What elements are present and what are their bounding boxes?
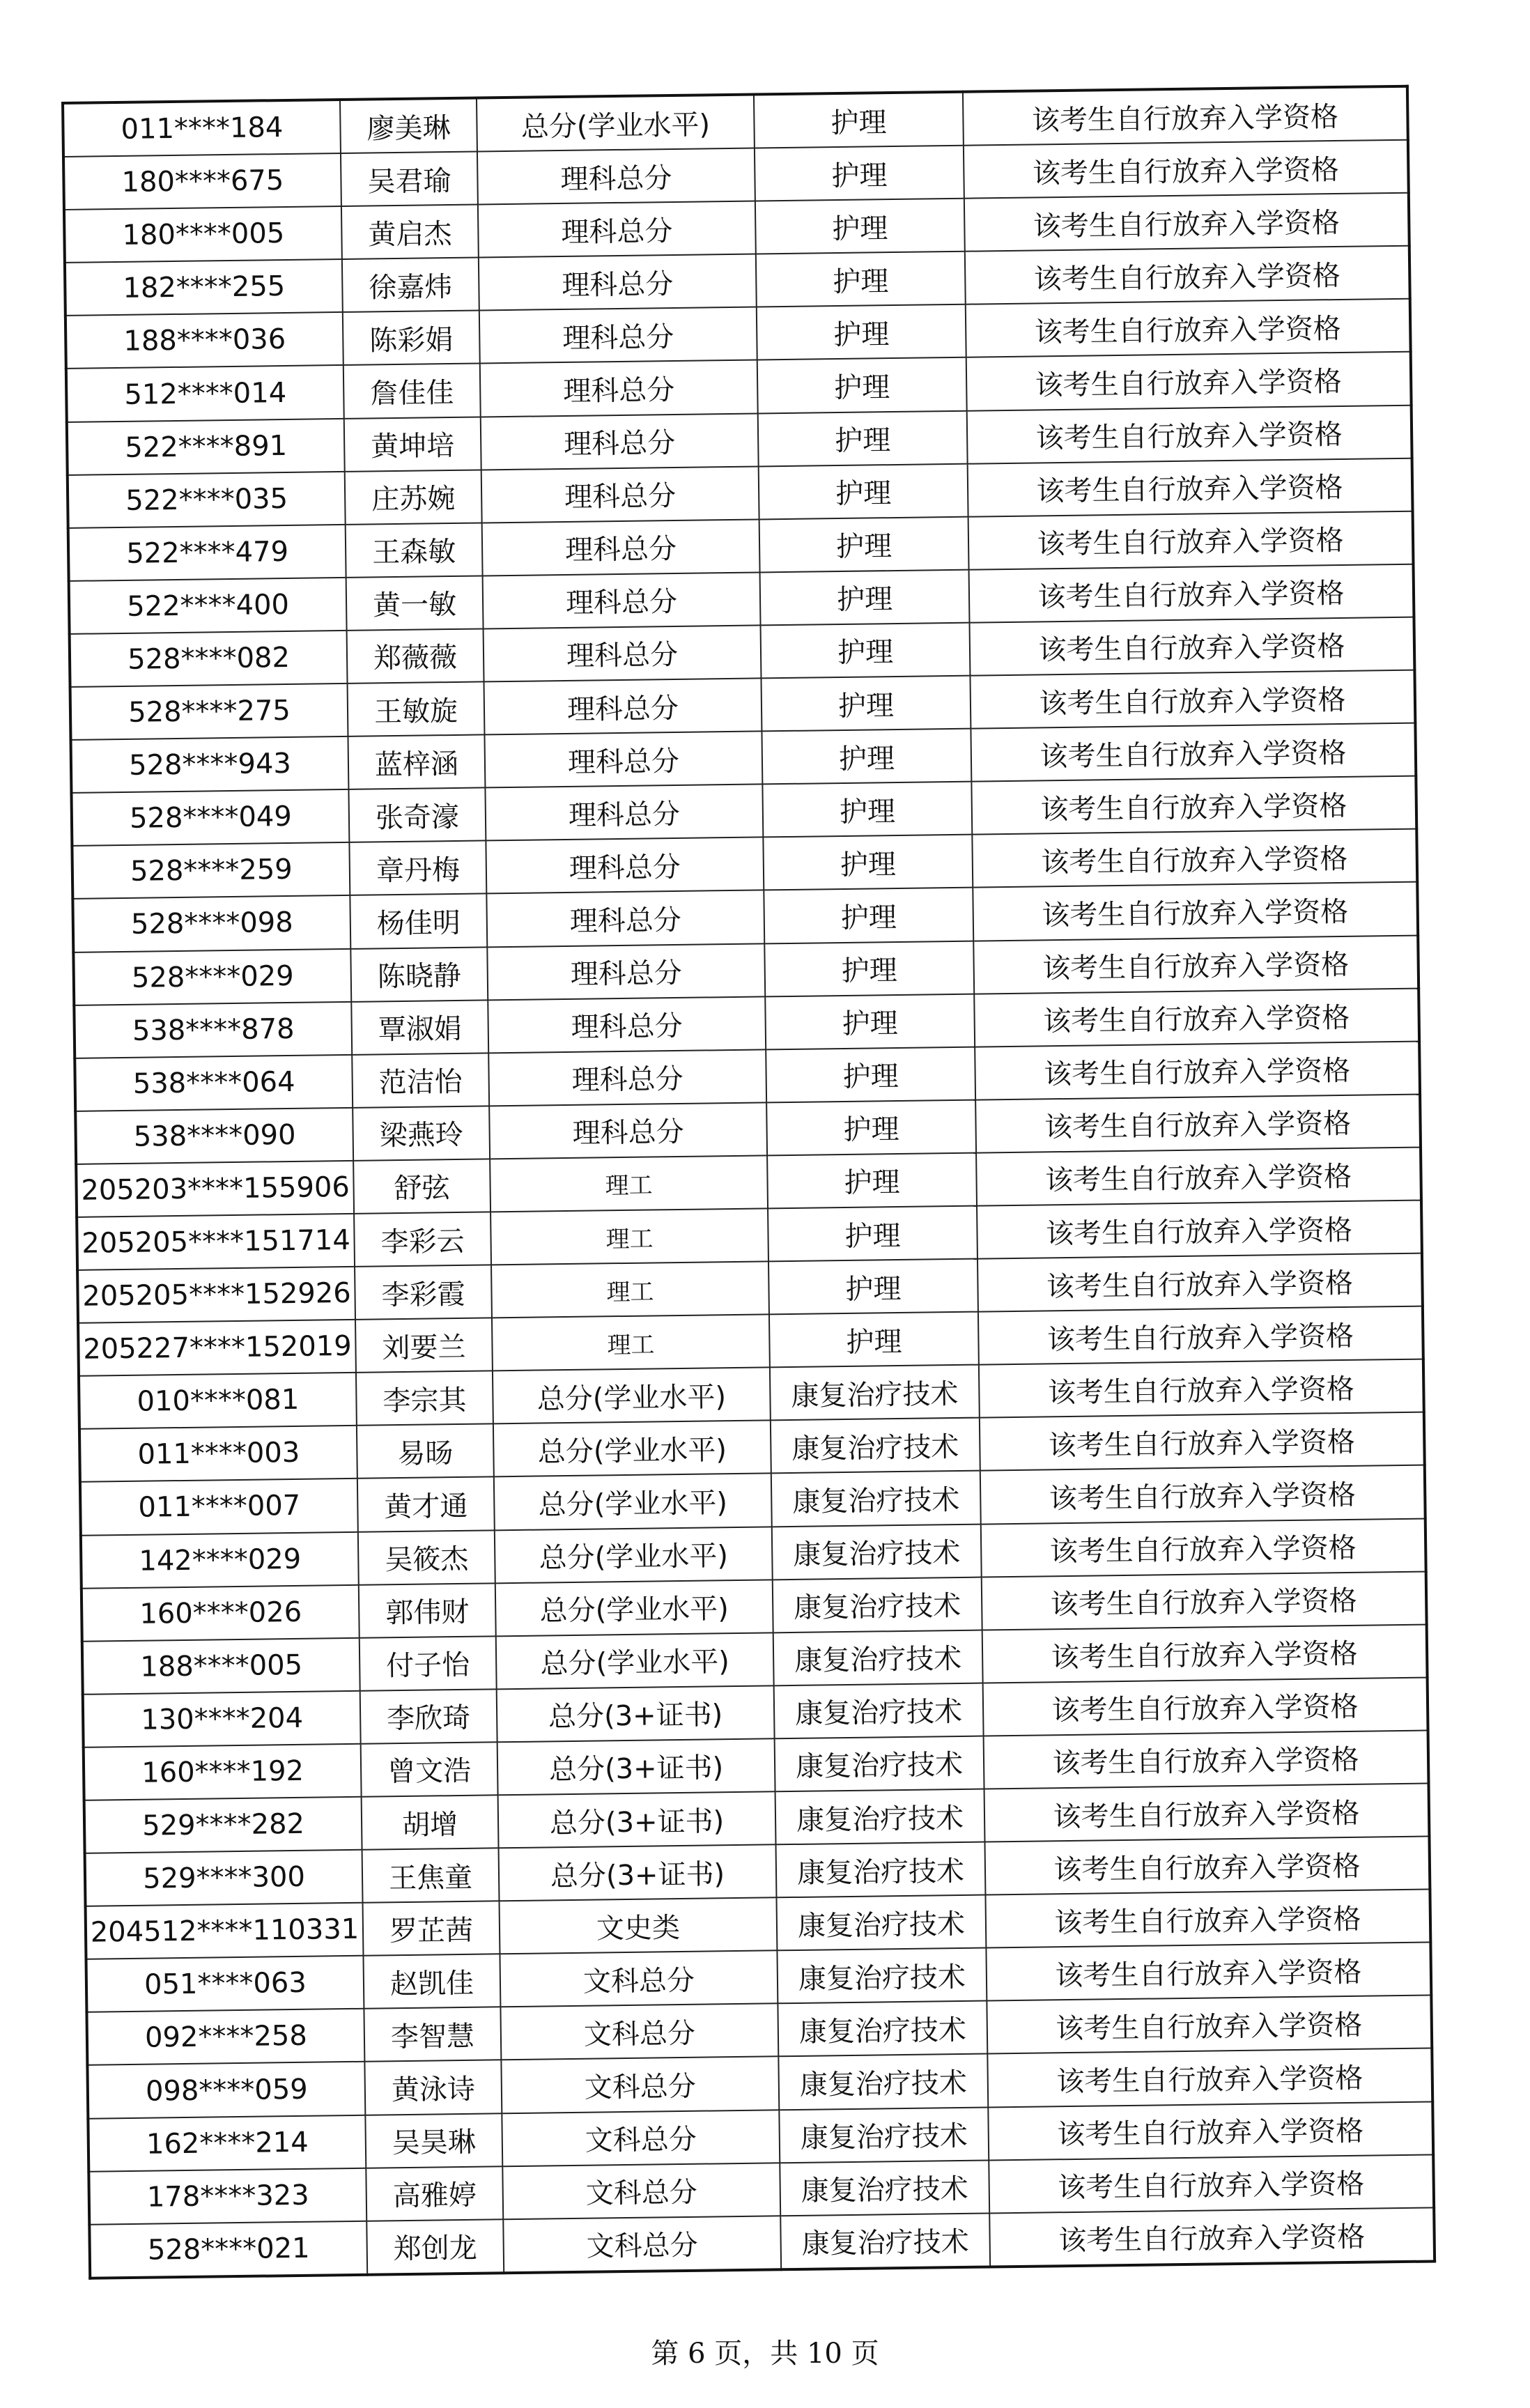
- candidate-name-cell: 黄才通: [357, 1477, 495, 1532]
- candidate-name-cell: 罗芷茜: [363, 1901, 500, 1956]
- score-type-cell: 理科总分: [488, 996, 766, 1053]
- candidate-name-cell: 覃淑娟: [351, 1000, 488, 1055]
- score-type-cell: 理工: [490, 1155, 768, 1212]
- score-type-cell: 理工: [491, 1261, 769, 1318]
- major-cell: 护理: [768, 1206, 978, 1262]
- status-cell: 该考生自行放弃入学资格: [982, 1571, 1427, 1630]
- status-cell: 该考生自行放弃入学资格: [966, 352, 1412, 410]
- score-type-cell: 理科总分: [477, 148, 755, 205]
- candidate-id-cell: 092****258: [86, 2009, 364, 2065]
- candidate-name-cell: 陈晓静: [350, 947, 488, 1002]
- table-body: [63, 86, 1435, 2278]
- major-cell: 康复治疗技术: [776, 1895, 986, 1951]
- major-cell: 护理: [761, 623, 971, 679]
- candidate-name-cell: 章丹梅: [349, 841, 486, 896]
- candidate-name-cell: 黄坤培: [344, 417, 481, 472]
- score-type-cell: 总分(3+证书): [498, 1791, 776, 1848]
- status-cell: 该考生自行放弃入学资格: [964, 193, 1409, 252]
- candidate-id-cell: 205227****152019: [78, 1320, 356, 1376]
- major-cell: 护理: [755, 199, 965, 254]
- candidate-id-cell: 204512****110331: [86, 1903, 364, 1959]
- major-cell: 护理: [756, 252, 966, 307]
- candidate-name-cell: 杨佳明: [350, 894, 487, 949]
- score-type-cell: 理科总分: [482, 519, 760, 576]
- status-cell: 该考生自行放弃入学资格: [984, 1730, 1429, 1789]
- candidate-id-cell: 538****064: [75, 1055, 353, 1111]
- candidate-id-cell: 205205****151714: [77, 1214, 355, 1270]
- status-cell: 该考生自行放弃入学资格: [985, 1890, 1430, 1948]
- candidate-id-cell: 522****891: [67, 418, 345, 474]
- candidate-name-cell: 付子怡: [360, 1636, 497, 1691]
- status-cell: 该考生自行放弃入学资格: [975, 1094, 1421, 1152]
- candidate-id-cell: 522****400: [69, 578, 347, 634]
- major-cell: 护理: [764, 941, 974, 996]
- candidate-name-cell: 高雅婷: [366, 2166, 503, 2221]
- status-cell: 该考生自行放弃入学资格: [969, 617, 1414, 676]
- major-cell: 护理: [765, 994, 975, 1049]
- candidate-id-cell: 098****059: [87, 2062, 365, 2118]
- candidate-id-cell: 011****003: [79, 1426, 357, 1482]
- candidate-id-cell: 188****036: [65, 312, 343, 369]
- candidate-id-cell: 160****026: [82, 1584, 360, 1641]
- candidate-id-cell: 528****943: [71, 736, 349, 793]
- status-cell: 该考生自行放弃入学资格: [963, 86, 1408, 146]
- candidate-name-cell: 蓝梓涵: [348, 735, 485, 790]
- enrollment-table: [61, 85, 1436, 2280]
- candidate-name-cell: 陈彩娟: [343, 311, 480, 366]
- score-type-cell: 理科总分: [481, 466, 759, 523]
- major-cell: 康复治疗技术: [775, 1736, 984, 1791]
- candidate-name-cell: 易旸: [357, 1424, 494, 1479]
- candidate-id-cell: 528****275: [70, 684, 348, 740]
- status-cell: 该考生自行放弃入学资格: [964, 140, 1409, 199]
- score-type-cell: 理科总分: [489, 1102, 767, 1159]
- score-type-cell: 总分(学业水平): [493, 1368, 771, 1424]
- score-type-cell: 总分(学业水平): [493, 1421, 771, 1477]
- candidate-id-cell: 178****323: [88, 2168, 366, 2224]
- candidate-id-cell: 528****259: [72, 842, 350, 899]
- candidate-name-cell: 李彩霞: [355, 1265, 492, 1320]
- score-type-cell: 文科总分: [500, 1951, 778, 2007]
- major-cell: 康复治疗技术: [780, 2160, 989, 2216]
- status-cell: 该考生自行放弃入学资格: [969, 564, 1414, 623]
- candidate-id-cell: 188****005: [82, 1638, 360, 1695]
- major-cell: 护理: [754, 92, 964, 148]
- score-type-cell: 理科总分: [486, 838, 764, 894]
- status-cell: 该考生自行放弃入学资格: [977, 1201, 1422, 1259]
- candidate-name-cell: 李智慧: [364, 2007, 501, 2062]
- status-cell: 该考生自行放弃入学资格: [987, 1996, 1432, 2054]
- candidate-name-cell: 刘要兰: [355, 1318, 493, 1373]
- candidate-name-cell: 詹佳佳: [343, 364, 481, 419]
- major-cell: 护理: [766, 1099, 976, 1155]
- major-cell: 护理: [763, 835, 973, 890]
- candidate-name-cell: 黄一敏: [346, 576, 484, 631]
- candidate-name-cell: 梁燕玲: [353, 1106, 490, 1161]
- major-cell: 护理: [764, 888, 973, 943]
- major-cell: 护理: [768, 1259, 978, 1315]
- candidate-name-cell: 李彩云: [354, 1212, 491, 1267]
- status-cell: 该考生自行放弃入学资格: [972, 829, 1417, 888]
- candidate-id-cell: 051****063: [86, 1956, 364, 2012]
- score-type-cell: 总分(学业水平): [495, 1527, 773, 1583]
- candidate-id-cell: 180****005: [64, 206, 342, 263]
- major-cell: 康复治疗技术: [770, 1365, 980, 1421]
- score-type-cell: 理科总分: [483, 572, 761, 628]
- candidate-id-cell: 205203****155906: [76, 1161, 354, 1217]
- score-type-cell: 理科总分: [484, 625, 762, 681]
- candidate-id-cell: 529****282: [84, 1797, 362, 1853]
- score-type-cell: 理科总分: [484, 678, 762, 734]
- candidate-id-cell: 528****049: [71, 789, 349, 846]
- major-cell: 康复治疗技术: [778, 2001, 987, 2057]
- candidate-name-cell: 胡增: [362, 1795, 499, 1850]
- candidate-name-cell: 张奇濠: [348, 788, 486, 843]
- major-cell: 护理: [762, 782, 972, 838]
- candidate-name-cell: 李欣琦: [360, 1689, 497, 1744]
- candidate-id-cell: 011****007: [80, 1479, 358, 1535]
- score-type-cell: 文科总分: [500, 2004, 778, 2060]
- major-cell: 护理: [757, 304, 966, 360]
- status-cell: 该考生自行放弃入学资格: [988, 2101, 1433, 2160]
- major-cell: 护理: [762, 729, 971, 785]
- candidate-id-cell: 130****204: [83, 1691, 361, 1747]
- major-cell: 康复治疗技术: [778, 2054, 988, 2110]
- score-type-cell: 理科总分: [479, 307, 757, 364]
- status-cell: 该考生自行放弃入学资格: [978, 1253, 1423, 1312]
- score-type-cell: 文科总分: [502, 2110, 780, 2166]
- major-cell: 护理: [769, 1312, 979, 1368]
- status-cell: 该考生自行放弃入学资格: [980, 1465, 1425, 1524]
- candidate-name-cell: 赵凯佳: [363, 1954, 500, 2009]
- major-cell: 康复治疗技术: [773, 1630, 983, 1685]
- score-type-cell: 文科总分: [502, 2163, 780, 2219]
- candidate-name-cell: 王敏旋: [348, 681, 485, 736]
- document-sheet: [61, 85, 1433, 2280]
- candidate-name-cell: 吴筱杰: [358, 1530, 495, 1585]
- candidate-name-cell: 郑创龙: [366, 2219, 504, 2275]
- candidate-id-cell: 528****021: [89, 2221, 367, 2278]
- status-cell: 该考生自行放弃入学资格: [974, 988, 1419, 1047]
- score-type-cell: 理科总分: [478, 201, 756, 258]
- candidate-name-cell: 王焦童: [362, 1848, 500, 1903]
- status-cell: 该考生自行放弃入学资格: [965, 246, 1410, 304]
- status-cell: 该考生自行放弃入学资格: [984, 1784, 1430, 1842]
- candidate-id-cell: 160****192: [84, 1744, 362, 1800]
- status-cell: 该考生自行放弃入学资格: [970, 670, 1415, 729]
- major-cell: 护理: [759, 516, 969, 572]
- major-cell: 康复治疗技术: [776, 1842, 986, 1898]
- score-type-cell: 文科总分: [501, 2057, 779, 2113]
- score-type-cell: 总分(3+证书): [499, 1844, 777, 1901]
- status-cell: 该考生自行放弃入学资格: [967, 405, 1412, 463]
- candidate-name-cell: 舒弦: [353, 1159, 490, 1214]
- candidate-id-cell: 180****675: [63, 153, 341, 210]
- status-cell: 该考生自行放弃入学资格: [984, 1837, 1430, 1895]
- candidate-id-cell: 529****300: [85, 1850, 363, 1906]
- status-cell: 该考生自行放弃入学资格: [981, 1518, 1426, 1577]
- major-cell: 护理: [766, 1047, 975, 1102]
- status-cell: 该考生自行放弃入学资格: [971, 723, 1416, 782]
- status-cell: 该考生自行放弃入学资格: [987, 2048, 1432, 2107]
- score-type-cell: 理科总分: [485, 785, 763, 841]
- candidate-name-cell: 黄启杰: [341, 205, 479, 260]
- score-type-cell: 理科总分: [481, 413, 759, 470]
- major-cell: 康复治疗技术: [775, 1789, 985, 1845]
- candidate-id-cell: 522****479: [68, 525, 346, 581]
- score-type-cell: 理科总分: [488, 1049, 766, 1106]
- candidate-id-cell: 011****184: [63, 100, 341, 157]
- candidate-name-cell: 庄苏婉: [345, 470, 482, 525]
- major-cell: 康复治疗技术: [771, 1471, 981, 1527]
- candidate-id-cell: 522****035: [68, 472, 346, 528]
- candidate-id-cell: 538****090: [75, 1108, 353, 1164]
- status-cell: 该考生自行放弃入学资格: [971, 776, 1416, 835]
- major-cell: 康复治疗技术: [771, 1418, 980, 1474]
- candidate-name-cell: 郑薇薇: [347, 628, 484, 684]
- candidate-name-cell: 李宗其: [356, 1371, 493, 1426]
- major-cell: 康复治疗技术: [773, 1577, 982, 1633]
- candidate-id-cell: 162****214: [88, 2115, 366, 2171]
- major-cell: 康复治疗技术: [772, 1524, 982, 1580]
- status-cell: 该考生自行放弃入学资格: [968, 511, 1414, 569]
- major-cell: 护理: [757, 357, 967, 413]
- status-cell: 该考生自行放弃入学资格: [975, 1041, 1420, 1099]
- candidate-name-cell: 廖美琳: [340, 98, 477, 154]
- score-type-cell: 理科总分: [484, 732, 762, 788]
- status-cell: 该考生自行放弃入学资格: [986, 1943, 1431, 2001]
- status-cell: 该考生自行放弃入学资格: [989, 2207, 1435, 2267]
- candidate-name-cell: 范洁怡: [352, 1053, 489, 1108]
- major-cell: 康复治疗技术: [780, 2213, 990, 2269]
- major-cell: 护理: [755, 146, 964, 201]
- candidate-name-cell: 徐嘉炜: [342, 258, 479, 313]
- status-cell: 该考生自行放弃入学资格: [989, 2154, 1434, 2213]
- candidate-id-cell: 142****029: [81, 1531, 359, 1588]
- score-type-cell: 总分(学业水平): [477, 95, 755, 152]
- candidate-id-cell: 512****014: [66, 365, 344, 422]
- major-cell: 护理: [760, 570, 970, 626]
- score-type-cell: 理科总分: [487, 943, 765, 1000]
- score-type-cell: 理科总分: [480, 360, 758, 417]
- candidate-name-cell: 郭伟财: [359, 1583, 496, 1638]
- candidate-name-cell: 王森敏: [346, 523, 483, 578]
- score-type-cell: 文科总分: [503, 2216, 781, 2273]
- candidate-id-cell: 010****081: [79, 1373, 357, 1429]
- score-type-cell: 总分(学业水平): [496, 1633, 774, 1689]
- candidate-name-cell: 吴昊琳: [365, 2113, 502, 2168]
- page-footer: 第 6 页，共 10 页: [651, 2338, 879, 2370]
- candidate-id-cell: 182****255: [65, 259, 343, 316]
- candidate-name-cell: 黄泳诗: [364, 2060, 502, 2115]
- score-type-cell: 总分(学业水平): [495, 1580, 773, 1636]
- major-cell: 护理: [767, 1152, 977, 1208]
- score-type-cell: 总分(学业水平): [494, 1474, 772, 1530]
- status-cell: 该考生自行放弃入学资格: [976, 1147, 1421, 1205]
- major-cell: 护理: [758, 410, 968, 466]
- score-type-cell: 理科总分: [479, 254, 757, 311]
- status-cell: 该考生自行放弃入学资格: [968, 458, 1413, 516]
- score-type-cell: 理工: [492, 1315, 770, 1371]
- score-type-cell: 理科总分: [486, 890, 764, 947]
- status-cell: 该考生自行放弃入学资格: [982, 1624, 1428, 1683]
- major-cell: 康复治疗技术: [779, 2107, 989, 2163]
- candidate-id-cell: 528****098: [72, 895, 350, 952]
- status-cell: 该考生自行放弃入学资格: [979, 1359, 1424, 1418]
- status-cell: 该考生自行放弃入学资格: [973, 935, 1419, 994]
- candidate-name-cell: 吴君瑜: [341, 152, 478, 207]
- major-cell: 护理: [761, 676, 971, 732]
- score-type-cell: 理工: [490, 1208, 768, 1265]
- major-cell: 康复治疗技术: [777, 1948, 987, 2004]
- score-type-cell: 文史类: [500, 1897, 778, 1954]
- candidate-id-cell: 205205****152926: [77, 1267, 355, 1323]
- major-cell: 护理: [759, 463, 968, 519]
- candidate-id-cell: 538****878: [74, 1001, 352, 1058]
- score-type-cell: 总分(3+证书): [497, 1738, 775, 1795]
- status-cell: 该考生自行放弃入学资格: [978, 1306, 1423, 1365]
- candidate-name-cell: 曾文浩: [361, 1742, 498, 1797]
- candidate-id-cell: 528****029: [73, 948, 351, 1005]
- major-cell: 康复治疗技术: [774, 1683, 984, 1738]
- status-cell: 该考生自行放弃入学资格: [966, 299, 1411, 357]
- status-cell: 该考生自行放弃入学资格: [973, 882, 1418, 941]
- candidate-id-cell: 528****082: [70, 631, 348, 687]
- status-cell: 该考生自行放弃入学资格: [980, 1412, 1425, 1471]
- score-type-cell: 总分(3+证书): [497, 1685, 775, 1742]
- status-cell: 该考生自行放弃入学资格: [983, 1677, 1428, 1736]
